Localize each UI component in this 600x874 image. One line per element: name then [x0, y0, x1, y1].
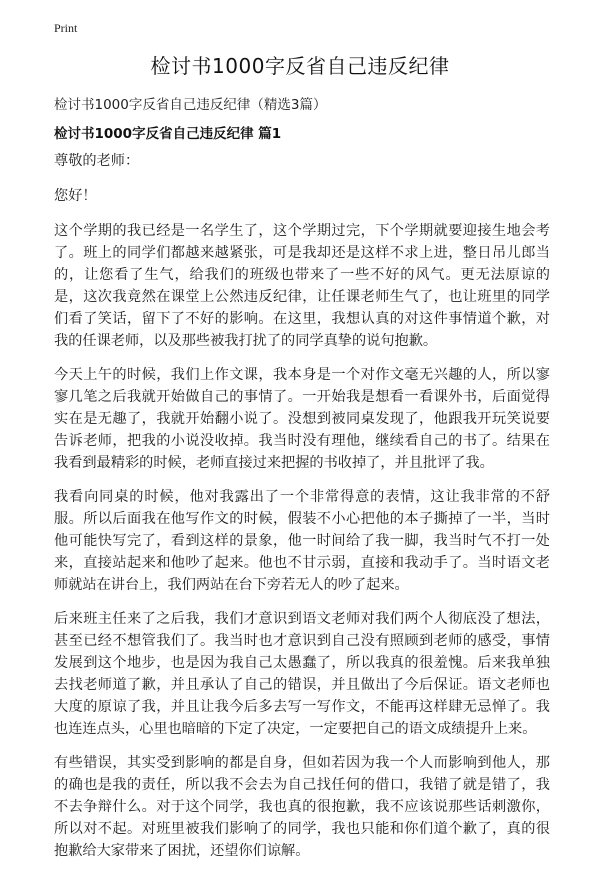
paragraph: 后来班主任来了之后我，我们才意识到语文老师对我们两个人彻底没了想法，甚至已经不想管我们了。我当时也才意识到自己没有照顾到老师的感受，事情发展到这个地步，也是因为我自己太愚蠢了，所以我真的很羞愧。后来我单独去找老师道了歉，并且承认了自己的错误，并且做出了今后保证。语文老师也大度的原谅了我，并且让我今后多去写一写作文，不能再这样肆无忌惮了。我也连连点头，心里也暗暗的下定了决定，一定要把自己的语文成绩提升上来。	[54, 611, 550, 737]
document-subtitle: 检讨书1000字反省自己违反纪律（精选3篇）	[54, 97, 327, 113]
document-title: 检讨书1000字反省自己违反纪律	[150, 54, 450, 78]
greeting: 您好！	[54, 188, 97, 204]
paragraph: 我看向同桌的时候，他对我露出了一个非常得意的表情，这让我非常的不舒服。所以后面我在他写作文的时候，假装不小心把他的本子撕掉了一半，当时他可能快写完了，看到这样的景象，他一时间给了我一脚，我当时气不打一处来，直接站起来和他吵了起来。他也不甘示弱，直接和我动手了。当时语文老师就站在讲台上，我们两站在台下旁若无人的吵了起来。	[54, 489, 550, 593]
section-heading: 检讨书1000字反省自己违反纪律 篇1	[54, 126, 282, 142]
paragraph: 这个学期的我已经是一名学生了，这个学期过完，下个学期就要迎接生地会考了。班上的同学们都越来越紧张，可是我却还是这样不求上进，整日吊儿郎当的，让您看了生气，给我们的班级也带来了一些不好的风气。更无法原谅的是，这次我竟然在课堂上公然违反纪律，让任课老师生气了，也让班里的同学们看了笑话，留下了不好的影响。在这里，我想认真的对这件事情道个歉，对我的任课老师，以及那些被我打扰了的同学真挚的说句抱歉。	[54, 223, 550, 349]
salutation: 尊敬的老师：	[54, 153, 140, 169]
print-label: Print	[54, 21, 78, 35]
paragraph: 今天上午的时候，我们上作文课，我本身是一个对作文毫无兴趣的人，所以寥寥几笔之后我就开始做自己的事情了。一开始我是想看一看课外书，后面觉得实在是无趣了，我就开始翻小说了。没想到被同桌发现了，他跟我开玩笑说要告诉老师，把我的小说没收掉。我当时没有理他，继续看自己的书了。结果在我看到最精彩的时候，老师直接过来把握的书收掉了，并且批评了我。	[54, 367, 550, 471]
paragraph: 有些错误，其实受到影响的都是自身，但如若因为我一个人而影响到他人，那的确也是我的责任，所以我不会去为自己找任何的借口，我错了就是错了，我不去争辩什么。对于这个同学，我也真的很抱歉，我不应该说那些话刺激你，所以对不起。对班里被我们影响了的同学，我也只能和你们道个歉了，真的很抱歉给大家带来了困扰，还望你们谅解。	[54, 755, 550, 859]
document-body	[54, 150, 550, 874]
